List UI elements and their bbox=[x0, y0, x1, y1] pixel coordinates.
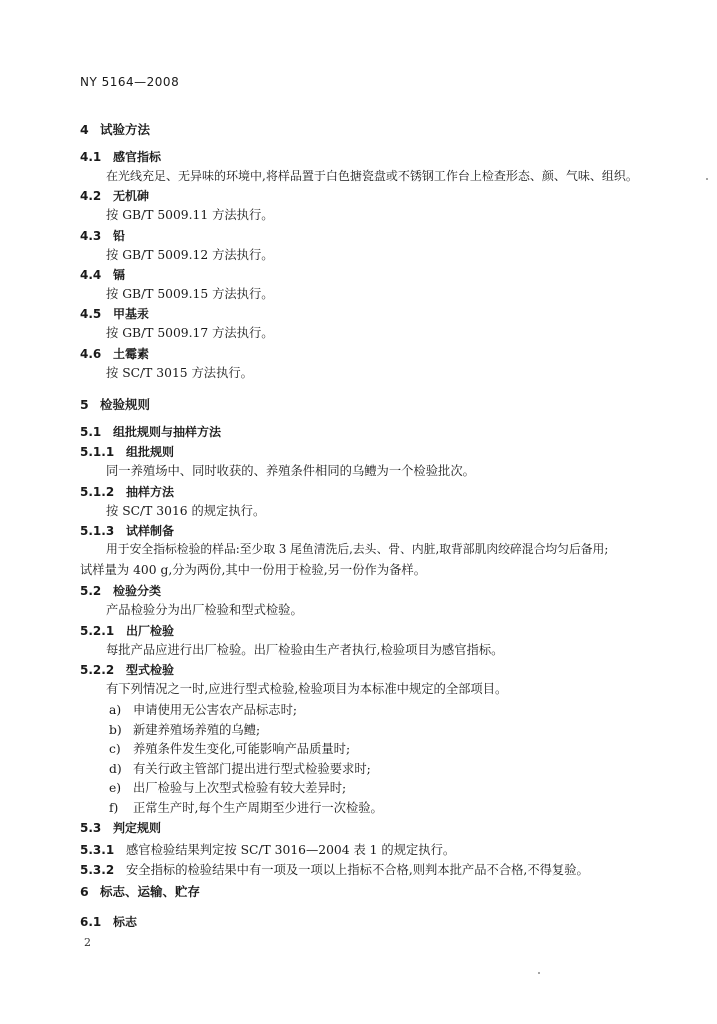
section-title: 出厂检验 bbox=[126, 624, 175, 638]
section-number: 4.1 bbox=[80, 150, 102, 164]
section-4-4-heading bbox=[80, 269, 125, 281]
section-4-6-heading bbox=[80, 348, 149, 360]
section-6-heading bbox=[80, 886, 200, 899]
section-4-5-heading bbox=[80, 308, 149, 320]
list-marker: a) bbox=[109, 703, 122, 717]
section-title: 试样制备 bbox=[126, 524, 175, 538]
section-number: 5 bbox=[80, 397, 89, 412]
list-text: 养殖条件发生变化,可能影响产品质量时; bbox=[133, 742, 351, 756]
section-number: 4.5 bbox=[80, 307, 102, 321]
list-marker: c) bbox=[109, 742, 121, 756]
section-number: 5.2.1 bbox=[80, 624, 115, 638]
section-4-5-text: 按 GB/T 5009.17 方法执行。 bbox=[106, 326, 274, 340]
section-5-1-1-heading bbox=[80, 446, 174, 458]
section-4-1-text: 在光线充足、无异味的环境中,将样品置于白色搪瓷盘或不锈钢工作台上检查形态、颜、气味、组织。 bbox=[106, 169, 638, 183]
section-number: 5.3 bbox=[80, 821, 102, 835]
section-5-1-3-heading bbox=[80, 525, 174, 537]
section-4-4-text: 按 GB/T 5009.15 方法执行。 bbox=[106, 287, 274, 301]
section-number: 5.1.1 bbox=[80, 445, 115, 459]
list-item bbox=[109, 802, 383, 814]
section-title: 镉 bbox=[113, 268, 126, 282]
section-4-heading bbox=[80, 124, 150, 137]
section-5-2-text: 产品检验分为出厂检验和型式检验。 bbox=[106, 603, 303, 617]
section-title: 铅 bbox=[113, 229, 126, 243]
section-5-2-2-text: 有下列情况之一时,应进行型式检验,检验项目为本标准中规定的全部项目。 bbox=[106, 682, 508, 696]
section-4-2-text: 按 GB/T 5009.11 方法执行。 bbox=[106, 208, 274, 222]
section-number: 4.2 bbox=[80, 189, 102, 203]
list-item bbox=[109, 704, 297, 716]
scan-speck bbox=[706, 178, 708, 180]
section-number: 5.3.1 bbox=[80, 843, 115, 857]
section-number: 4.6 bbox=[80, 347, 102, 361]
section-number: 4 bbox=[80, 122, 89, 137]
section-4-2-heading bbox=[80, 190, 149, 202]
section-5-2-1-text: 每批产品应进行出厂检验。出厂检验由生产者执行,检验项目为感官指标。 bbox=[106, 643, 504, 657]
list-marker: b) bbox=[109, 723, 122, 737]
list-item bbox=[109, 782, 346, 794]
section-6-1-heading bbox=[80, 916, 137, 928]
section-5-2-2-heading bbox=[80, 664, 174, 676]
list-item bbox=[109, 763, 371, 775]
section-title: 无机砷 bbox=[113, 189, 150, 203]
section-5-1-2-heading bbox=[80, 486, 174, 498]
list-marker: e) bbox=[109, 781, 122, 795]
list-marker: d) bbox=[109, 762, 122, 776]
page-number: 2 bbox=[84, 936, 91, 949]
section-number: 5.3.2 bbox=[80, 863, 115, 877]
section-title: 甲基汞 bbox=[113, 307, 150, 321]
list-text: 申请使用无公害农产品标志时; bbox=[133, 703, 298, 717]
section-title: 判定规则 bbox=[113, 821, 162, 835]
section-4-3-heading bbox=[80, 230, 125, 242]
section-number: 4.3 bbox=[80, 229, 102, 243]
section-title: 试验方法 bbox=[100, 122, 151, 137]
list-text: 正常生产时,每个生产周期至少进行一次检验。 bbox=[133, 801, 383, 815]
section-number: 5.2.2 bbox=[80, 663, 115, 677]
list-text: 有关行政主管部门提出进行型式检验要求时; bbox=[133, 762, 371, 776]
section-5-1-2-text: 按 SC/T 3016 的规定执行。 bbox=[106, 504, 266, 518]
section-5-3-1 bbox=[80, 841, 455, 857]
section-5-3-heading bbox=[80, 822, 161, 834]
section-title: 土霉素 bbox=[113, 347, 150, 361]
list-marker: f) bbox=[109, 801, 119, 815]
section-4-3-text: 按 GB/T 5009.12 方法执行。 bbox=[106, 248, 274, 262]
section-number: 5.1.2 bbox=[80, 485, 115, 499]
list-item bbox=[109, 724, 260, 736]
section-5-1-heading bbox=[80, 426, 221, 438]
section-title: 抽样方法 bbox=[126, 485, 175, 499]
section-title: 标志、运输、贮存 bbox=[100, 884, 201, 899]
section-number: 6 bbox=[80, 884, 89, 899]
section-title: 检验分类 bbox=[113, 584, 162, 598]
section-5-2-1-heading bbox=[80, 625, 174, 637]
list-text: 新建养殖场养殖的乌鳢; bbox=[133, 723, 261, 737]
section-5-3-2 bbox=[80, 861, 589, 877]
section-5-1-1-text: 同一养殖场中、同时收获的、养殖条件相同的乌鳢为一个检验批次。 bbox=[106, 464, 475, 478]
section-5-1-3-text-line2: 试样量为 400 g,分为两份,其中一份用于检验,另一份作为备样。 bbox=[80, 563, 427, 577]
section-5-2-heading bbox=[80, 585, 161, 597]
list-item bbox=[109, 743, 350, 755]
section-title: 标志 bbox=[113, 915, 138, 929]
section-text: 安全指标的检验结果中有一项及一项以上指标不合格,则判本批产品不合格,不得复验。 bbox=[126, 863, 589, 877]
document-code: NY 5164—2008 bbox=[80, 75, 180, 89]
section-5-heading bbox=[80, 399, 150, 412]
section-number: 5.2 bbox=[80, 584, 102, 598]
section-title: 型式检验 bbox=[126, 663, 175, 677]
scan-speck bbox=[538, 972, 540, 974]
section-4-1-heading bbox=[80, 151, 161, 163]
section-number: 4.4 bbox=[80, 268, 102, 282]
section-number: 6.1 bbox=[80, 915, 102, 929]
section-5-1-3-text-line1: 用于安全指标检验的样品:至少取 3 尾鱼清洗后,去头、骨、内脏,取背部肌肉绞碎混合均匀后备用; bbox=[106, 542, 609, 556]
list-text: 出厂检验与上次型式检验有较大差异时; bbox=[133, 781, 347, 795]
section-title: 组批规则 bbox=[126, 445, 175, 459]
section-4-6-text: 按 SC/T 3015 方法执行。 bbox=[106, 366, 253, 380]
section-number: 5.1.3 bbox=[80, 524, 115, 538]
section-text: 感官检验结果判定按 SC/T 3016—2004 表 1 的规定执行。 bbox=[126, 843, 456, 857]
section-title: 组批规则与抽样方法 bbox=[113, 425, 222, 439]
section-title: 感官指标 bbox=[113, 150, 162, 164]
section-number: 5.1 bbox=[80, 425, 102, 439]
section-title: 检验规则 bbox=[100, 397, 151, 412]
